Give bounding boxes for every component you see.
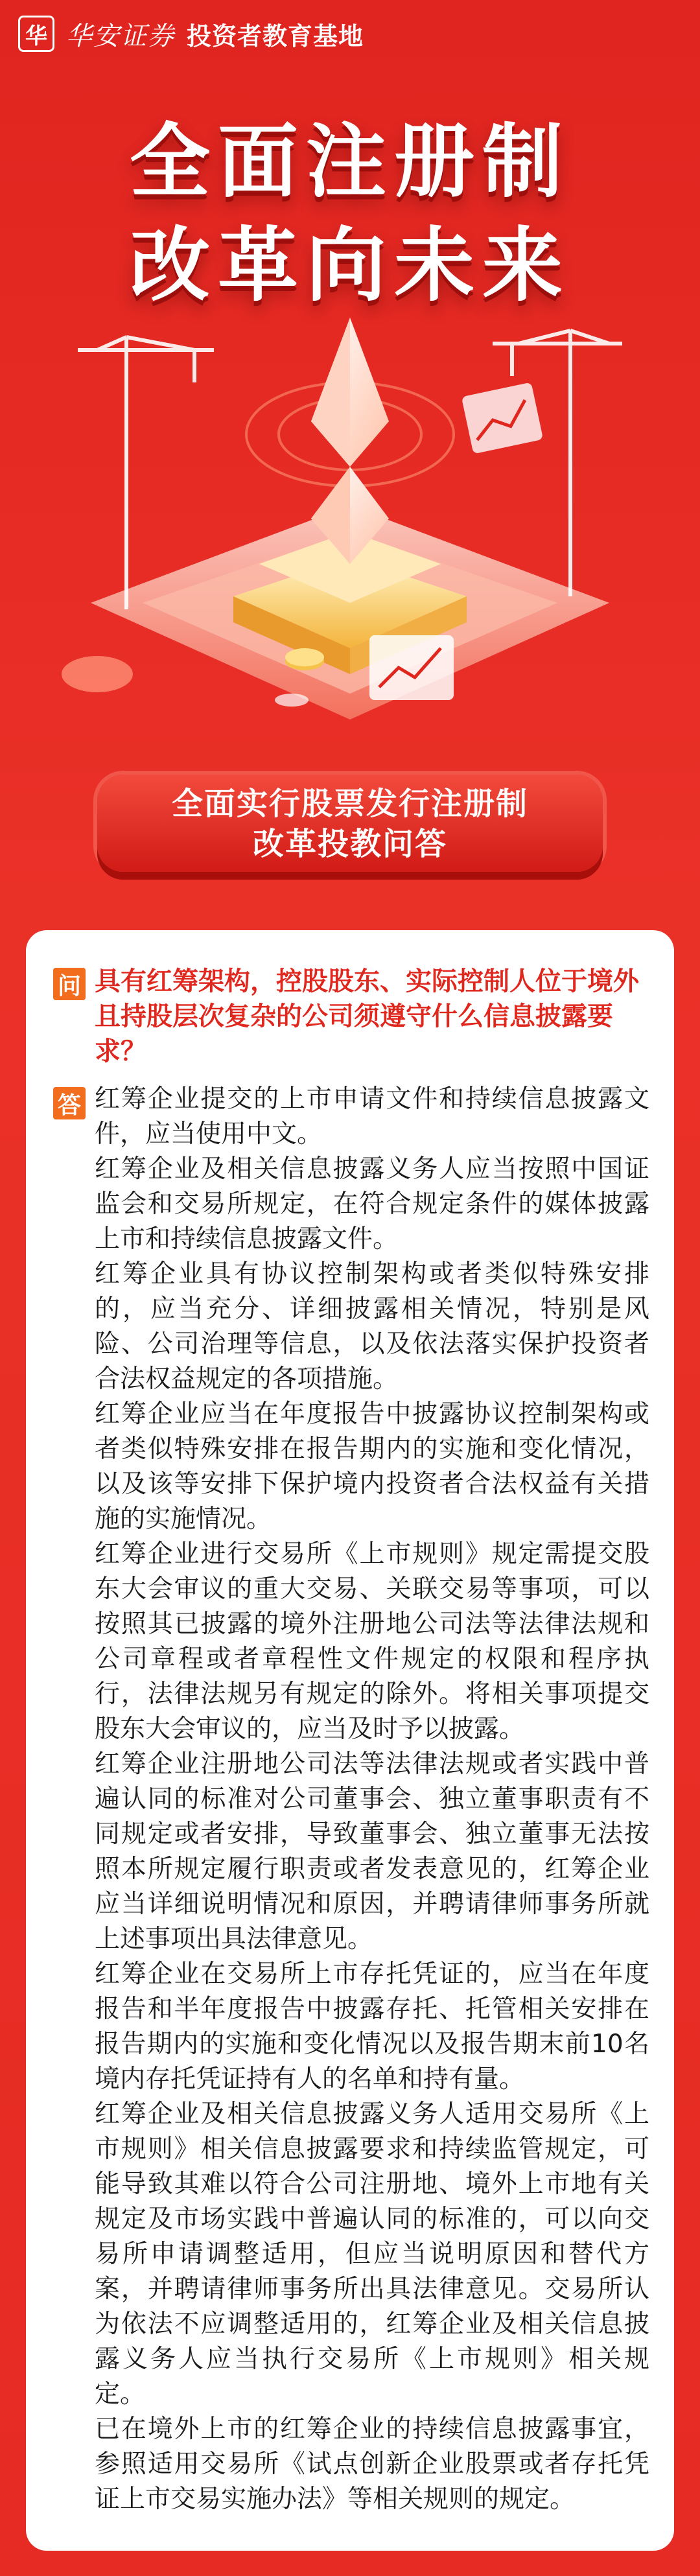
header	[18, 14, 364, 53]
topic-banner	[97, 775, 603, 872]
answer-paragraph: 红筹企业及相关信息披露义务人适用交易所《上市规则》相关信息披露要求和持续监管规定，可能导致其难以符合公司注册地、境外上市地有关规定及市场实践中普遍认同的标准的，可以向交易所申请调整适用，但应当说明原因和替代方案，并聘请律师事务所出具法律意见。交易所认为依法不应调整适用的，红筹企业及相关信息披露义务人应当执行交易所《上市规则》相关规定。	[95, 2100, 649, 2409]
hero-illustration	[0, 272, 700, 752]
answer-paragraph: 红筹企业提交的上市申请文件和持续信息披露文件，应当使用中文。	[95, 1084, 649, 1149]
answer-paragraph: 红筹企业具有协议控制架构或者类似特殊安排的，应当充分、详细披露相关情况，特别是风险、公司治理等信息，以及依法落实保护投资者合法权益规定的各项措施。	[95, 1259, 649, 1394]
answer-paragraph: 红筹企业在交易所上市存托凭证的，应当在年度报告和半年度报告中披露存托、托管相关安排在报告期内的实施和变化情况以及报告期末前10名境内存托凭证持有人的名单和持有量。	[95, 1960, 649, 2094]
question-text: 具有红筹架构，控股股东、实际控制人位于境外且持股层次复杂的公司须遵守什么信息披露要求？	[95, 966, 639, 1066]
answer-badge: 答	[53, 1087, 86, 1119]
answer-paragraph: 已在境外上市的红筹企业的持续信息披露事宜，参照适用交易所《试点创新企业股票或者存托凭证上市交易实施办法》等相关规则的规定。	[95, 2415, 649, 2514]
brand-logo-icon: 华	[18, 16, 54, 52]
question-badge: 问	[53, 968, 86, 1000]
qa-card	[26, 930, 674, 2551]
trend-panel-icon	[369, 635, 454, 700]
banner-line1: 全面实行股票发行注册制	[171, 786, 528, 822]
brand-name: 华安证券	[66, 21, 175, 51]
hero-title-line2: 改革向未来	[129, 219, 570, 312]
chart-card-icon	[461, 382, 543, 454]
banner-line2: 改革投教问答	[252, 826, 447, 862]
answer-paragraph: 红筹企业应当在年度报告中披露协议控制架构或者类似特殊安排在报告期内的实施和变化情况，以及该等安排下保护境内投资者合法权益有关措施的实施情况。	[95, 1399, 649, 1534]
answer-body	[95, 1082, 649, 2517]
crane-right-icon	[493, 331, 622, 596]
answer-paragraph: 红筹企业及相关信息披露义务人应当按照中国证监会和交易所规定，在符合规定条件的媒体披露上市和持续信息披露文件。	[95, 1154, 649, 1254]
brand-subtitle: 投资者教育基地	[187, 21, 364, 51]
crystal-icon	[311, 318, 389, 564]
cloud-shape	[62, 656, 133, 692]
hero-title-line1: 全面注册制	[129, 115, 570, 209]
coin-icon	[285, 648, 324, 670]
answer-paragraph: 红筹企业进行交易所《上市规则》规定需提交股东大会审议的重大交易、关联交易等事项，可以按照其已披露的境外注册地公司法等法律法规和公司章程或者章程性文件规定的权限和程序执行，法律法规另有规定的除外。将相关事项提交股东大会审议的，应当及时予以披露。	[95, 1540, 649, 1744]
answer-paragraph: 红筹企业注册地公司法等法律法规或者实践中普遍认同的标准对公司董事会、独立董事职责有不同规定或者安排，导致董事会、独立董事无法按照本所规定履行职责或者发表意见的，红筹企业应当详细说明情况和原因，并聘请律师事务所就上述事项出具法律意见。	[95, 1750, 649, 1954]
